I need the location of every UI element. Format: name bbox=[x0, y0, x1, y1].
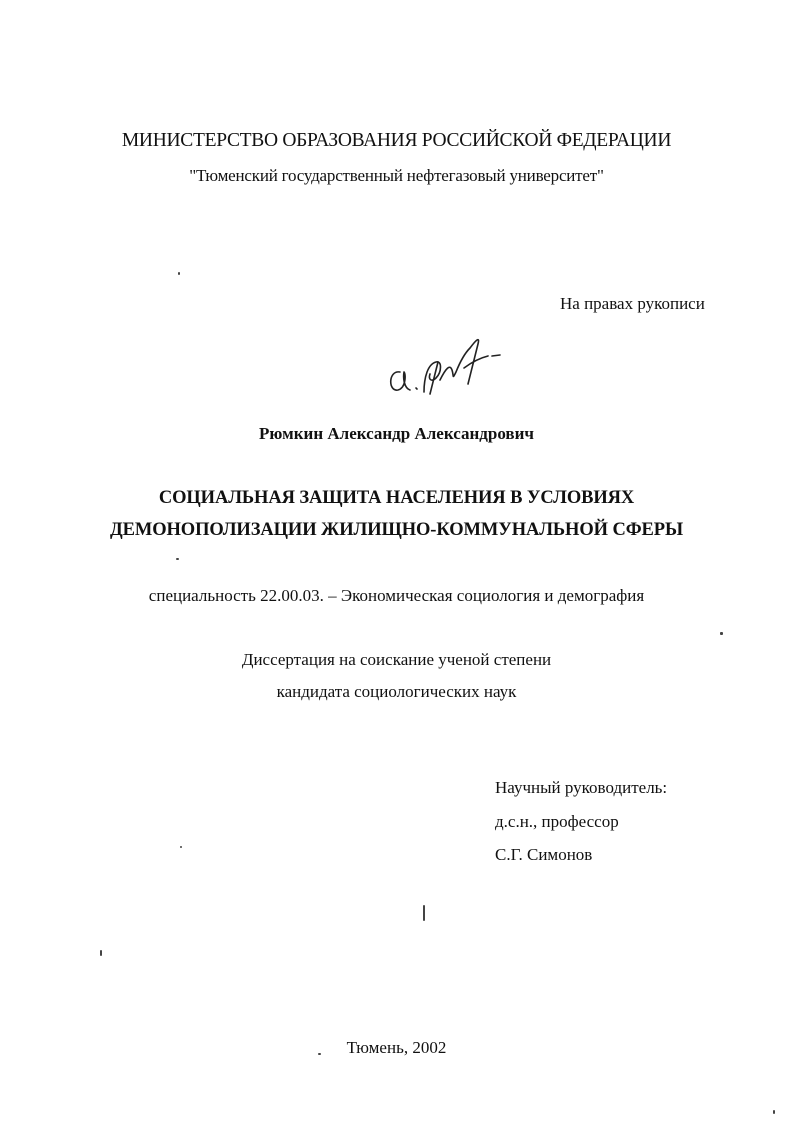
scan-speck bbox=[318, 1053, 321, 1055]
advisor-label: Научный руководитель: bbox=[495, 778, 668, 797]
scan-speck bbox=[100, 950, 102, 956]
degree-line: кандидата социологических наук bbox=[276, 682, 517, 701]
scan-speck bbox=[423, 905, 425, 921]
specialty-line: специальность 22.00.03. – Экономическая социология и демография bbox=[148, 586, 645, 605]
advisor-credentials: д.с.н., профессор bbox=[495, 812, 619, 831]
scan-speck bbox=[176, 558, 179, 560]
ministry-heading: МИНИСТЕРСТВО ОБРАЗОВАНИЯ РОССИЙСКОЙ ФЕДЕРАЦИИ bbox=[121, 130, 672, 151]
rights-note: На правах рукописи bbox=[560, 294, 705, 313]
thesis-title-line: СОЦИАЛЬНАЯ ЗАЩИТА НАСЕЛЕНИЯ В УСЛОВИЯХ bbox=[158, 488, 635, 508]
scan-speck bbox=[773, 1110, 775, 1114]
degree-line: Диссертация на соискание ученой степени bbox=[241, 650, 552, 669]
scan-speck bbox=[720, 632, 723, 635]
scan-speck bbox=[180, 846, 182, 848]
city-year: Тюмень, 2002 bbox=[346, 1038, 447, 1057]
university-name: "Тюменский государственный нефтегазовый университет" bbox=[189, 166, 604, 185]
thesis-title-line: ДЕМОНОПОЛИЗАЦИИ ЖИЛИЩНО-КОММУНАЛЬНОЙ СФЕРЫ bbox=[109, 520, 684, 540]
advisor-name: С.Г. Симонов bbox=[495, 845, 593, 864]
author-name: Рюмкин Александр Александрович bbox=[259, 424, 534, 443]
scan-speck bbox=[178, 272, 180, 275]
author-signature bbox=[380, 322, 520, 402]
